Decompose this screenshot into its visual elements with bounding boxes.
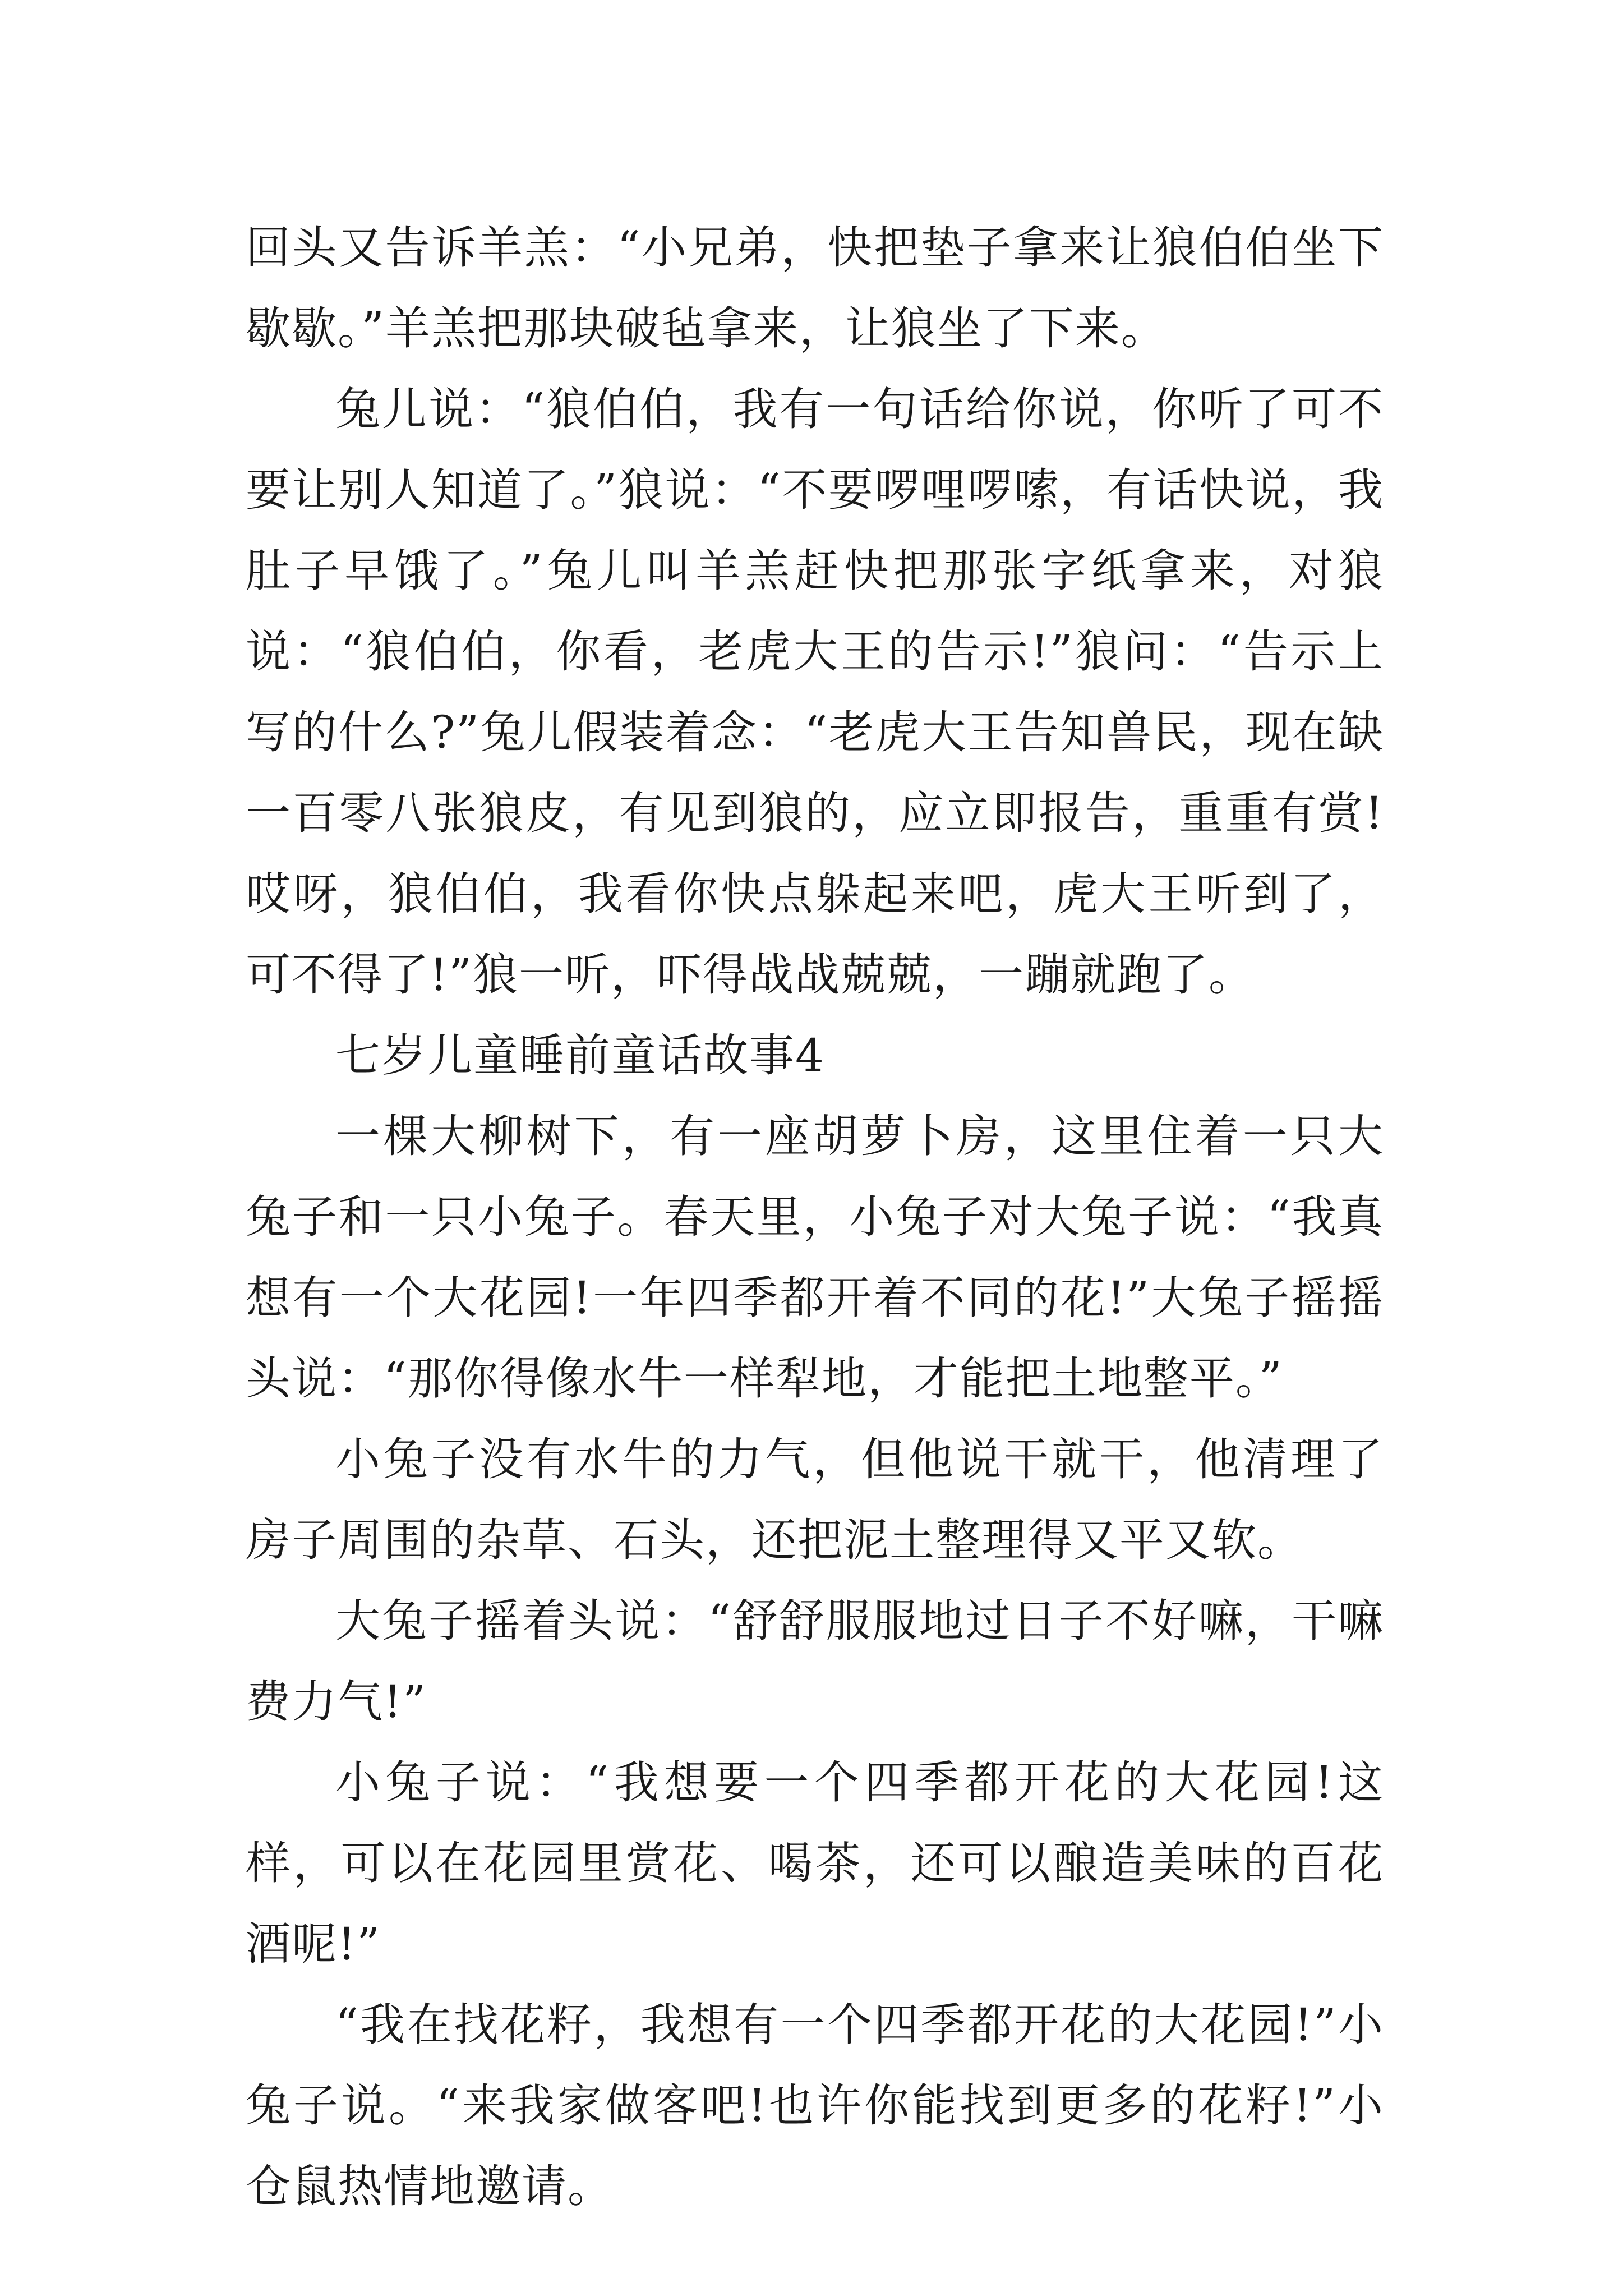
section-heading: 七岁儿童睡前童话故事4 — [335, 1029, 825, 1082]
paragraph: “我在找花籽，我想有一个四季都开花的大花园!”小兔子说。“来我家做客吧!也许你能找到更多的花籽!”小仓鼠热情地邀请。 — [246, 1999, 1384, 2212]
paragraph: 一棵大柳树下，有一座胡萝卜房，这里住着一只大兔子和一只小兔子。春天里，小兔子对大兔子说：“我真想有一个大花园!一年四季都开着不同的花!”大兔子摇摇头说：“那你得像水牛一样犁地，才能把土地整平。” — [246, 1110, 1384, 1405]
paragraph: 小兔子没有水牛的力气，但他说干就干，他清理了房子周围的杂草、石头，还把泥土整理得又平又软。 — [246, 1433, 1384, 1566]
paragraph: 小兔子说：“我想要一个四季都开花的大花园!这样，可以在花园里赏花、喝茶，还可以酿造美味的百花酒呢!” — [246, 1756, 1384, 1970]
paragraph: 大兔子摇着头说：“舒舒服服地过日子不好嘛，干嘛费力气!” — [246, 1595, 1384, 1728]
paragraph: 兔儿说：“狼伯伯，我有一句话给你说，你听了可不要让别人知道了。”狼说：“不要啰哩啰嗦，有话快说，我肚子早饿了。”兔儿叫羊羔赶快把那张字纸拿来，对狼说：“狼伯伯，你看，老虎大王的告示!”狼问：“告示上写的什么?”兔儿假装着念：“老虎大王告知兽民，现在缺一百零八张狼皮，有见到狼的，应立即报告，重重有赏!哎呀，狼伯伯，我看你快点躲起来吧，虎大王听到了，可不得了!”狼一听，吓得战战兢兢，一蹦就跑了。 — [246, 383, 1384, 1001]
document-body — [246, 208, 1384, 2227]
paragraph-continuation: 回头又告诉羊羔：“小兄弟，快把垫子拿来让狼伯伯坐下歇歇。”羊羔把那块破毡拿来，让狼坐了下来。 — [246, 222, 1384, 355]
